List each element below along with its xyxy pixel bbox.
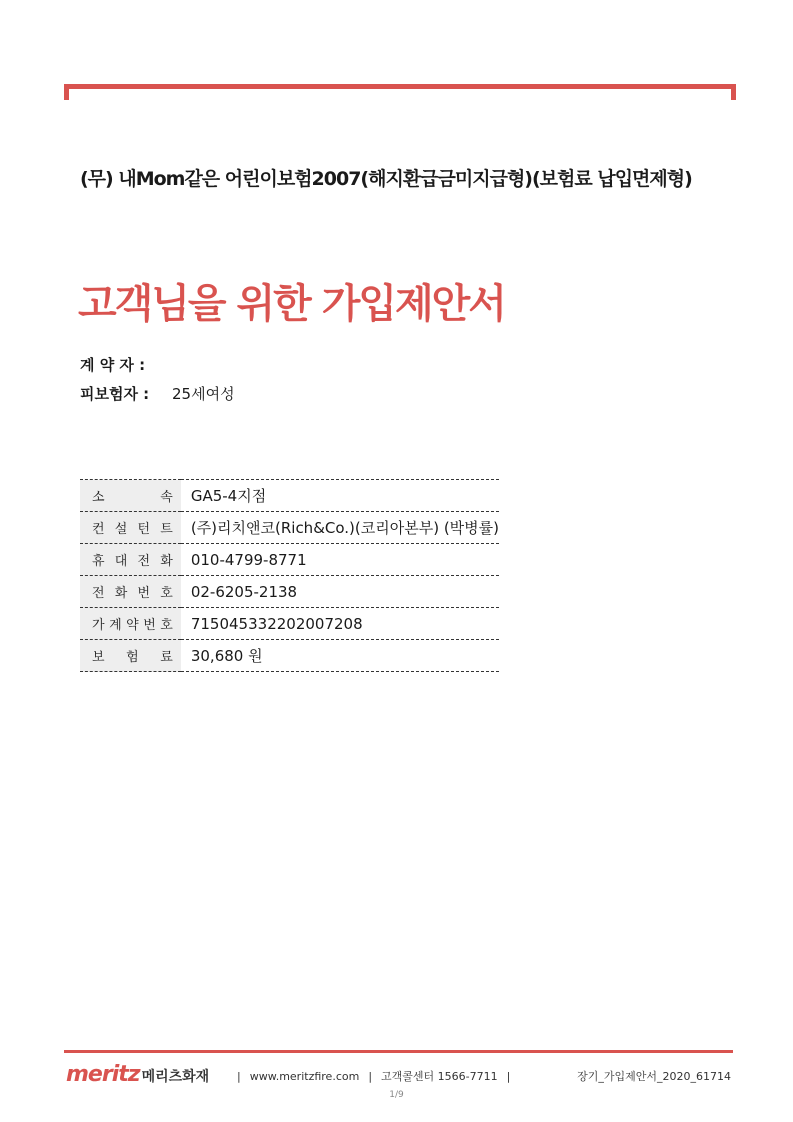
product-title: (무) 내Mom같은 어린이보험2007(해지환급금미지급형)(보험료 납입면제형) bbox=[80, 168, 692, 190]
footer-contact: | www.meritzfire.com | 고객콜센터 1566-7711 | bbox=[237, 1070, 511, 1083]
row-value: 02-6205-2138 bbox=[181, 576, 499, 608]
row-key-char: 설 bbox=[114, 522, 128, 537]
row-key bbox=[80, 544, 181, 576]
row-key-char: 전 bbox=[92, 586, 105, 601]
table-row bbox=[80, 480, 499, 512]
row-key-char: 화 bbox=[114, 586, 128, 601]
brand-korean-name: 메리츠화재 bbox=[141, 1069, 210, 1085]
table-row bbox=[80, 640, 499, 672]
insured-label: 피보험자 : bbox=[80, 385, 150, 403]
footer-divider bbox=[64, 1050, 733, 1053]
row-key-char: 보 bbox=[92, 650, 105, 665]
row-value: 010-4799-8771 bbox=[181, 544, 499, 576]
insured-row bbox=[80, 383, 235, 404]
table-row bbox=[80, 512, 499, 544]
row-key-char: 번 bbox=[143, 618, 156, 633]
row-value: 715045332202007208 bbox=[181, 608, 499, 640]
contractor-label: 계 약 자 : bbox=[80, 356, 146, 374]
row-key bbox=[80, 576, 181, 608]
row-key-char: 컨 bbox=[92, 522, 105, 537]
row-key bbox=[80, 608, 181, 640]
contractor-row bbox=[80, 354, 172, 375]
row-key-char: 번 bbox=[137, 586, 151, 601]
row-value: 30,680 원 bbox=[181, 640, 499, 672]
row-key-char: 화 bbox=[160, 554, 173, 569]
row-key-char: 호 bbox=[160, 618, 173, 633]
callcenter-text: 고객콜센터 1566-7711 bbox=[381, 1070, 498, 1083]
row-key-char: 전 bbox=[137, 554, 151, 569]
row-key-char: 소 bbox=[92, 490, 105, 505]
document-code: 장기_가입제안서_2020_61714 bbox=[577, 1070, 731, 1083]
table-row bbox=[80, 576, 499, 608]
row-key-char: 속 bbox=[160, 490, 173, 505]
row-key-char: 료 bbox=[160, 650, 173, 665]
website-link[interactable]: www.meritzfire.com bbox=[249, 1070, 360, 1083]
row-key-char: 가 bbox=[92, 618, 105, 633]
row-key bbox=[80, 512, 181, 544]
row-key-char: 험 bbox=[126, 650, 139, 665]
row-key bbox=[80, 640, 181, 672]
row-key-char: 계 bbox=[109, 618, 122, 633]
brand-wordmark: meritz bbox=[66, 1062, 140, 1087]
row-key-char: 약 bbox=[126, 618, 139, 633]
row-key-char: 대 bbox=[114, 554, 128, 569]
page-title: 고객님을 위한 가입제안서 bbox=[78, 281, 505, 327]
top-border-bracket bbox=[64, 84, 736, 100]
row-key bbox=[80, 480, 181, 512]
row-key-char: 트 bbox=[160, 522, 173, 537]
table-row bbox=[80, 544, 499, 576]
row-key-char: 호 bbox=[160, 586, 173, 601]
agent-info-table bbox=[80, 479, 499, 672]
row-key-char: 턴 bbox=[137, 522, 151, 537]
row-value: GA5-4지점 bbox=[181, 480, 499, 512]
row-value: (주)리치앤코(Rich&Co.)(코리아본부) (박병률) bbox=[181, 512, 499, 544]
insured-value: 25세여성 bbox=[172, 385, 235, 403]
table-row bbox=[80, 608, 499, 640]
row-key-char: 휴 bbox=[92, 554, 105, 569]
meritz-logo bbox=[66, 1062, 209, 1087]
page-number: 1/9 bbox=[389, 1090, 404, 1100]
